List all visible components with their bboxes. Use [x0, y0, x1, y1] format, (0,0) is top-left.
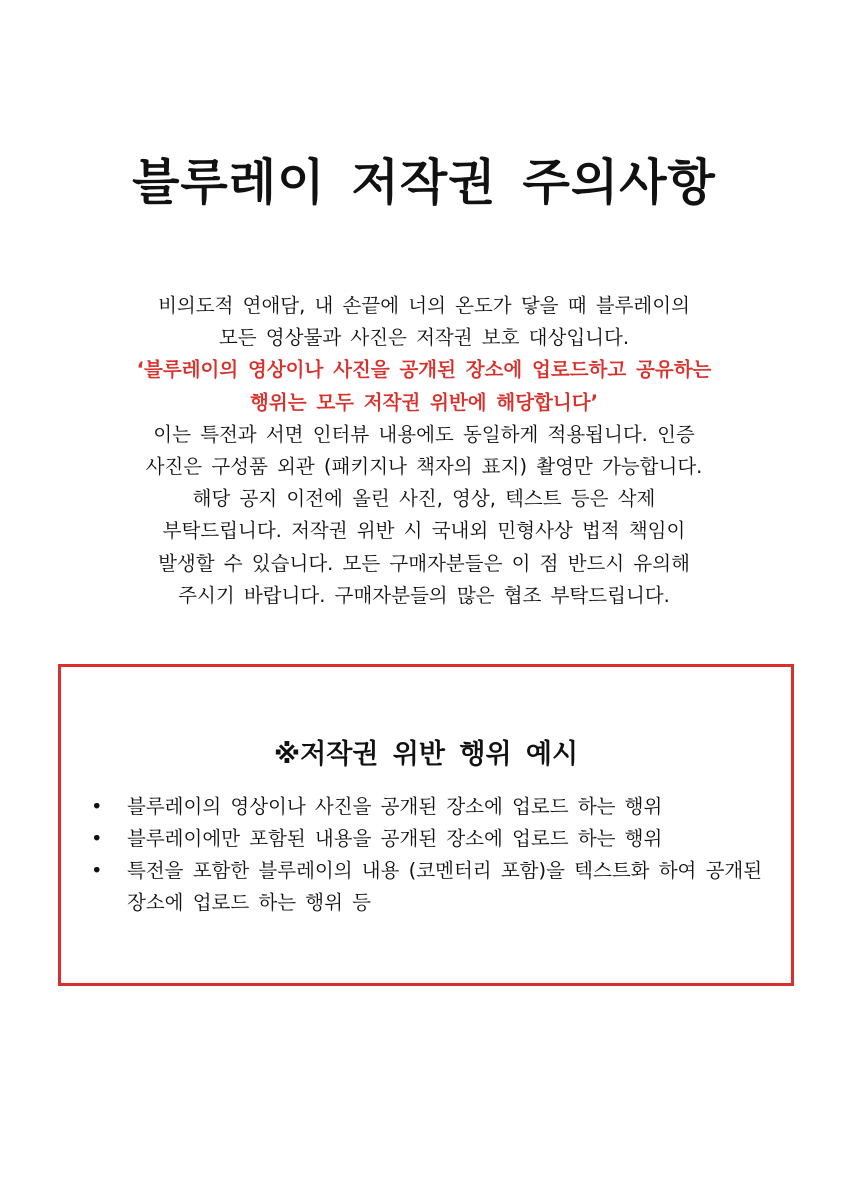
list-item-text: 블루레이의 영상이나 사진을 공개된 장소에 업로드 하는 행위 — [127, 795, 663, 818]
notice-line: 모든 영상물과 사진은 저작권 보호 대상입니다. — [218, 326, 630, 350]
detail-line: 발생할 수 있습니다. 모든 구매자분들은 이 점 반드시 유의해 — [158, 551, 690, 575]
examples-list — [91, 791, 781, 919]
bullet-icon: • — [91, 827, 103, 850]
detail-line: 주시기 바랍니다. 구매자분들의 많은 협조 부탁드립니다. — [178, 583, 670, 607]
list-item — [91, 855, 781, 919]
examples-title: ※저작권 위반 행위 예시 — [273, 739, 579, 770]
list-item — [91, 823, 781, 855]
detail-line: 해당 공지 이전에 올린 사진, 영상, 텍스트 등은 삭제 — [192, 487, 656, 511]
list-item-text: 특전을 포함한 블루레이의 내용 (코멘터리 포함)을 텍스트화 하여 공개된 장소에 업로드 하는 행위 등 — [127, 859, 763, 914]
list-item-text: 블루레이에만 포함된 내용을 공개된 장소에 업로드 하는 행위 — [127, 827, 663, 850]
page-title: 블루레이 저작권 주의사항 — [132, 154, 716, 211]
detail-line: 부탁드립니다. 저작권 위반 시 국내외 민형사상 법적 책임이 — [162, 519, 686, 543]
detail-line: 사진은 구성품 외관 (패키지나 책자의 표지) 촬영만 가능합니다. — [145, 455, 703, 479]
bullet-icon: • — [91, 795, 103, 818]
bullet-icon: • — [91, 859, 103, 882]
notice-line: 비의도적 연애담, 내 손끝에 너의 온도가 닿을 때 블루레이의 — [158, 294, 690, 317]
violation-examples-box — [58, 664, 794, 986]
list-item — [91, 791, 781, 823]
copyright-notice — [60, 290, 788, 612]
detail-line: 이는 특전과 서면 인터뷰 내용에도 동일하게 적용됩니다. 인증 — [153, 422, 695, 446]
warning-line: ‘블루레이의 영상이나 사진을 공개된 장소에 업로드하고 공유하는 — [136, 358, 712, 382]
warning-line: 행위는 모두 저작권 위반에 해당합니다’ — [250, 390, 598, 414]
